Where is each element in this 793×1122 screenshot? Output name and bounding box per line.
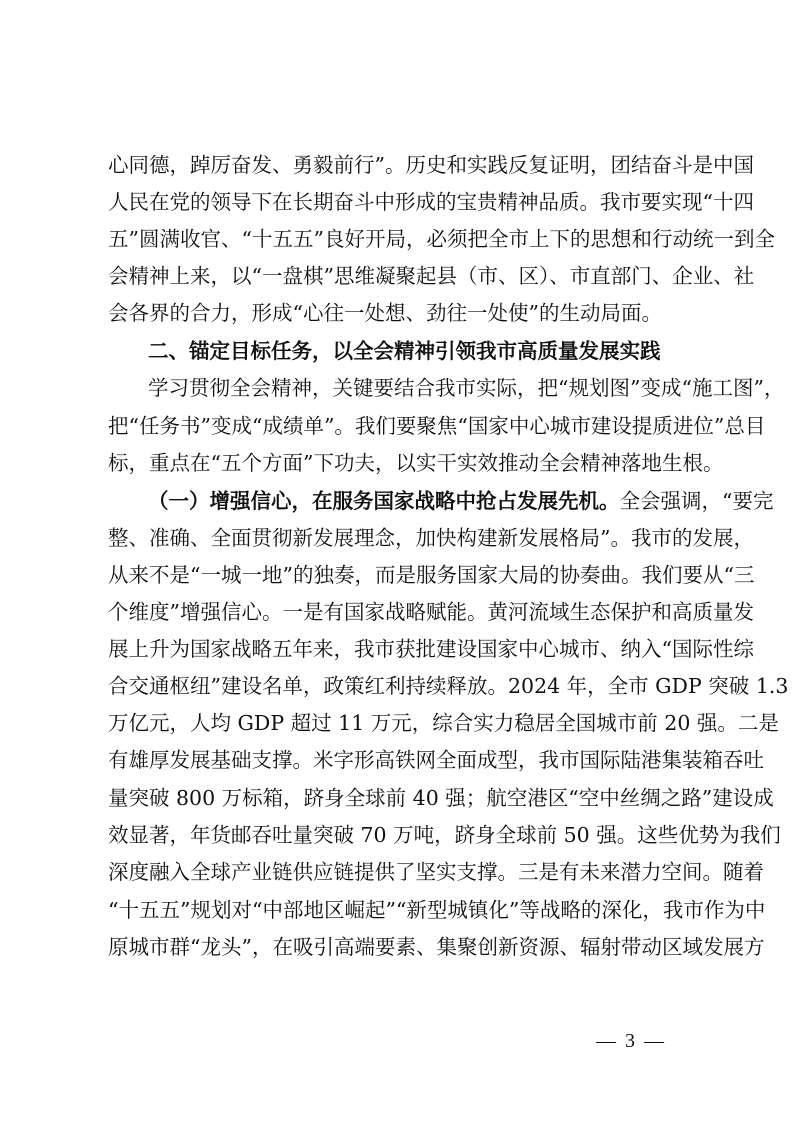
body-text-line: 个维度”增强信心。一是有国家战略赋能。黄河流域生态保护和高质量发 xyxy=(108,600,754,624)
body-text-line: 人民在党的领导下在长期奋斗中形成的宝贵精神品质。我市要实现“十四 xyxy=(108,190,754,214)
body-text-line: 学习贯彻全会精神，关键要结合我市实际，把“规划图”变成“施工图”， xyxy=(148,376,785,400)
body-text-line: 整、准确、全面贯彻新发展理念，加快构建新发展格局”。我市的发展， xyxy=(108,526,754,550)
body-text-line: “十五五”规划对“中部地区崛起”“新型城镇化”等战略的深化，我市作为中 xyxy=(108,898,766,922)
body-text-line: 从来不是“一城一地”的独奏，而是服务国家大局的协奏曲。我们要从“三 xyxy=(108,563,755,587)
body-text-line: 会各界的合力，形成“心往一处想、劲往一处使”的生动局面。 xyxy=(108,301,662,325)
page-number: — 3 — xyxy=(596,1030,666,1052)
body-text-line: 合交通枢纽”建设名单，政策红利持续释放。2024 年，全市 GDP 突破 1.3 xyxy=(108,674,789,698)
body-text-line: 会精神上来，以“一盘棋”思维凝聚起县（市、区）、市直部门、企业、社 xyxy=(108,264,755,288)
body-text: 全会强调，“要完 xyxy=(619,489,774,513)
section-heading: 二、锚定目标任务，以全会精神引领我市高质量发展实践 xyxy=(148,339,661,363)
body-text-line: 量突破 800 万标箱，跻身全球前 40 强；航空港区“空中丝绸之路”建设成 xyxy=(108,786,774,810)
body-text-line: 标，重点在“五个方面”下功夫，以实干实效推动全会精神落地生根。 xyxy=(108,451,724,475)
body-text-line: 把“任务书”变成“成绩单”。我们要聚焦“国家中心城市建设提质进位”总目 xyxy=(108,414,766,438)
body-text-line: 五”圆满收官、“十五五”良好开局，必须把全市上下的思想和行动统一到全 xyxy=(108,227,775,251)
body-text-line: 心同德，踔厉奋发、勇毅前行”。历史和实践反复证明，团结奋斗是中国 xyxy=(108,153,754,177)
subsection-heading: （一）增强信心，在服务国家战略中抢占发展先机。 xyxy=(148,489,620,513)
body-text-line: 效显著，年货邮吞吐量突破 70 万吨，跻身全球前 50 强。这些优势为我们 xyxy=(108,823,781,847)
body-text-line: 展上升为国家战略五年来，我市获批建设国家中心城市、纳入“国际性综 xyxy=(108,637,754,661)
body-text-line: 原城市群“龙头”，在吸引高端要素、集聚创新资源、辐射带动区域发展方 xyxy=(108,935,765,959)
body-text-line: 有雄厚发展基础支撑。米字形高铁网全面成型，我市国际陆港集装箱吞吐 xyxy=(108,748,764,772)
body-text-line: 万亿元，人均 GDP 超过 11 万元，综合实力稳居全国城市前 20 强。二是 xyxy=(108,711,779,735)
subsection-line xyxy=(148,486,774,516)
body-text-line: 深度融入全球产业链供应链提供了坚实支撑。三是有未来潜力空间。随着 xyxy=(108,860,764,884)
